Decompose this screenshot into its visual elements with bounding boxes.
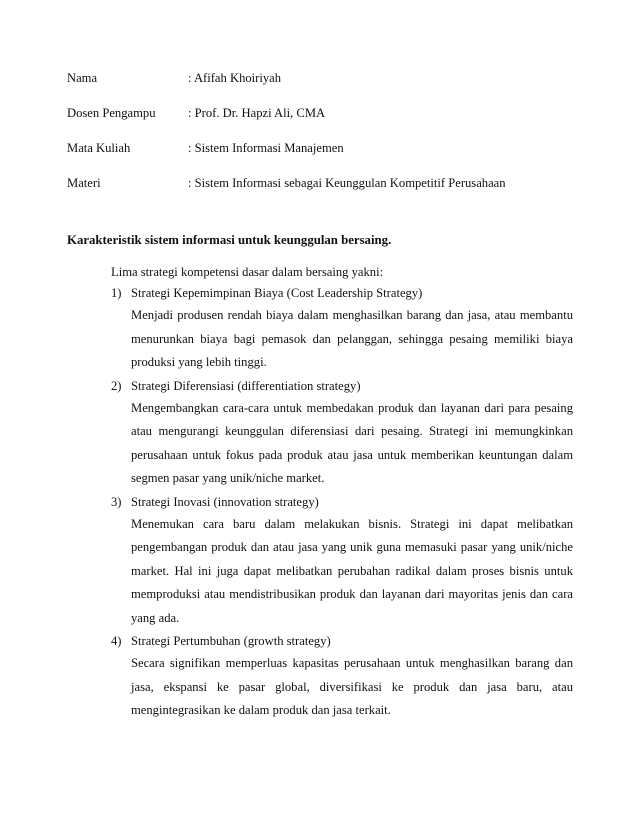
- info-label: Nama: [67, 71, 98, 85]
- strategy-item-4: [111, 630, 573, 723]
- item-number: 1): [111, 286, 122, 300]
- info-row-dosen: [67, 105, 587, 140]
- item-body: Menemukan cara baru dalam melakukan bisnis. Strategi ini dapat melibatkan pengembangan produk dan atau jasa yang unik guna memasuki pasar yang unik/niche market. Hal ini juga dapat melibatkan perubahan radikal dalam proses bisnis untuk memproduksi atau mendistribusikan produk dan layanan dari mayoritas jenis dan cara yang ada.: [131, 516, 573, 625]
- strategy-item-2: [111, 375, 573, 491]
- item-body: Menjadi produsen rendah biaya dalam menghasilkan barang dan jasa, atau membantu menurunkan biaya bagi pemasok dan pelanggan, sehingga pesaing memiliki biaya produksi yang lebih tinggi.: [131, 308, 573, 369]
- item-title: Strategi Kepemimpinan Biaya (Cost Leadership Strategy): [131, 286, 423, 300]
- intro-text: Lima strategi kompetensi dasar dalam bersaing yakni:: [111, 265, 384, 279]
- info-row-materi: [67, 175, 587, 210]
- item-body: Secara signifikan memperluas kapasitas perusahaan untuk menghasilkan barang dan jasa, ekspansi ke pasar global, diversifikasi ke produk dan jasa baru, atau mengintegrasikan ke dalam produk dan jasa terkait.: [131, 656, 573, 717]
- info-value: : Afifah Khoiriyah: [188, 71, 282, 85]
- info-label: Mata Kuliah: [67, 141, 131, 155]
- item-number: 4): [111, 634, 122, 648]
- info-label: Dosen Pengampu: [67, 106, 156, 120]
- info-label: Materi: [67, 176, 101, 190]
- info-value: : Sistem Informasi Manajemen: [188, 141, 344, 155]
- item-number: 3): [111, 494, 122, 509]
- info-value: : Sistem Informasi sebagai Keunggulan Kompetitif Perusahaan: [188, 176, 506, 190]
- info-row-nama: [67, 70, 587, 105]
- info-row-mata-kuliah: [67, 140, 587, 175]
- info-table: [67, 70, 587, 210]
- item-number: 2): [111, 378, 122, 393]
- strategy-item-1: [111, 282, 573, 375]
- strategy-section: [111, 262, 573, 723]
- item-title: Strategi Pertumbuhan (growth strategy): [131, 634, 331, 648]
- info-value: : Prof. Dr. Hapzi Ali, CMA: [188, 106, 326, 120]
- item-title: Strategi Diferensiasi (differentiation strategy): [131, 378, 361, 393]
- strategy-item-3: [111, 491, 573, 631]
- section-heading: Karakteristik sistem informasi untuk keunggulan bersaing.: [67, 233, 392, 247]
- item-title: Strategi Inovasi (innovation strategy): [131, 494, 319, 509]
- item-body: Mengembangkan cara-cara untuk membedakan produk dan layanan dari para pesaing atau mengurangi keunggulan diferensiasi dari pesaing. Strategi ini memungkinkan perusahaan untuk fokus pada produk atau jasa untuk memberikan keuntungan dalam segmen pasar yang unik/niche market.: [131, 400, 573, 485]
